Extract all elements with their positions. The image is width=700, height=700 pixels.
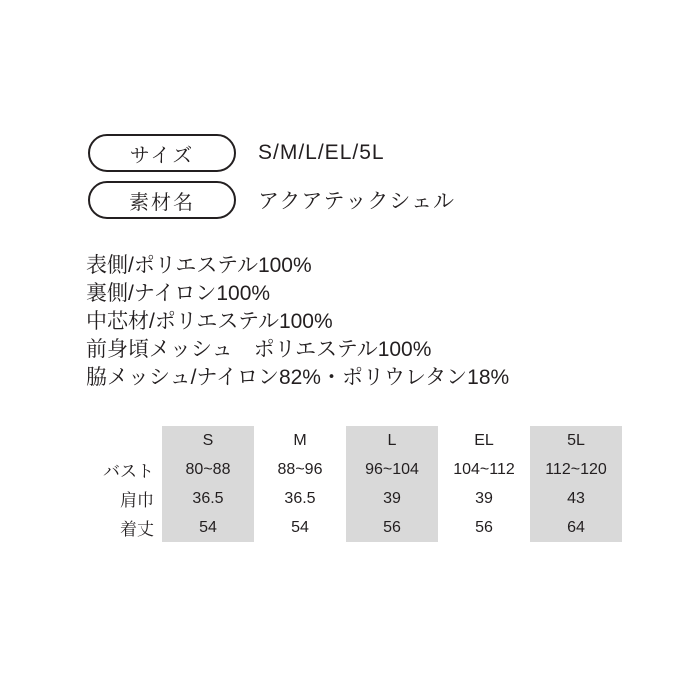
material-line-outer: 表側/ポリエステル100% — [86, 254, 312, 277]
cell-bust-el: 104~112 — [438, 455, 530, 484]
cell-shoulder-el: 39 — [438, 484, 530, 513]
material-line-lining: 裏側/ナイロン100% — [86, 282, 271, 305]
column-header-el: EL — [438, 426, 530, 455]
cell-shoulder-m: 36.5 — [254, 484, 346, 513]
row-header-bust: バスト — [84, 455, 162, 484]
material-line-front-mesh: 前身頃メッシュ ポリエステル100% — [86, 338, 432, 361]
spec-row-size — [88, 134, 628, 172]
table-row — [84, 484, 622, 513]
size-measurement-table — [84, 426, 622, 542]
table-corner-cell — [84, 426, 162, 455]
cell-bust-m: 88~96 — [254, 455, 346, 484]
cell-length-m: 54 — [254, 513, 346, 542]
spec-value-size: S/M/L/EL/5L — [258, 141, 385, 164]
cell-length-s: 54 — [162, 513, 254, 542]
cell-shoulder-l: 39 — [346, 484, 438, 513]
row-header-shoulder: 肩巾 — [84, 484, 162, 513]
column-header-5l: 5L — [530, 426, 622, 455]
row-header-length: 着丈 — [84, 513, 162, 542]
cell-shoulder-5l: 43 — [530, 484, 622, 513]
table-row — [84, 455, 622, 484]
spec-label-material-name: 素材名 — [88, 181, 236, 219]
cell-shoulder-s: 36.5 — [162, 484, 254, 513]
cell-bust-s: 80~88 — [162, 455, 254, 484]
cell-bust-l: 96~104 — [346, 455, 438, 484]
material-composition-list — [86, 252, 646, 392]
column-header-m: M — [254, 426, 346, 455]
cell-bust-5l: 112~120 — [530, 455, 622, 484]
material-line-side-mesh: 脇メッシュ/ナイロン82%・ポリウレタン18% — [86, 366, 510, 389]
spec-label-size: サイズ — [88, 134, 236, 172]
table-row — [84, 513, 622, 542]
spec-list — [88, 134, 628, 228]
column-header-l: L — [346, 426, 438, 455]
table-header-row — [84, 426, 622, 455]
cell-length-el: 56 — [438, 513, 530, 542]
spec-row-material-name — [88, 181, 628, 219]
cell-length-5l: 64 — [530, 513, 622, 542]
column-header-s: S — [162, 426, 254, 455]
material-line-core: 中芯材/ポリエステル100% — [86, 310, 333, 333]
spec-value-material-name: アクアテックシェル — [258, 190, 455, 213]
cell-length-l: 56 — [346, 513, 438, 542]
